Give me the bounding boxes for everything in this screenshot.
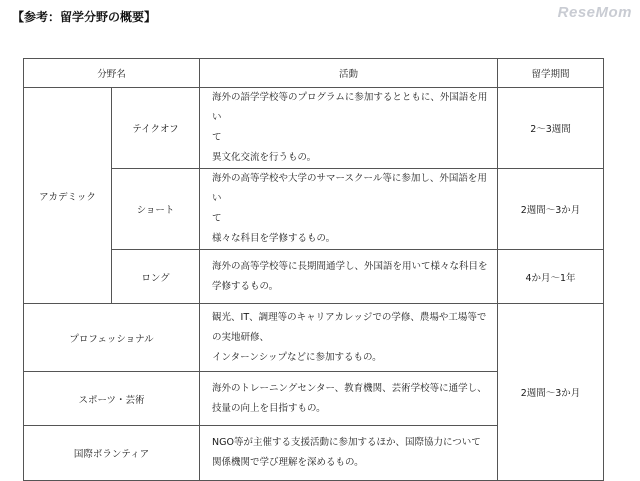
activity-line: て	[212, 213, 222, 224]
sub-field: テイクオフ	[112, 88, 200, 169]
activity-line: 関係機関で学び理解を深めるもの。	[212, 457, 364, 468]
activity-line: 観光、IT、調理等のキャリアカレッジでの学修、農場や工場等で	[212, 311, 487, 323]
activity-cell	[200, 169, 498, 250]
activity-line: 学修するもの。	[212, 280, 279, 292]
activity-line: 技量の向上を目指すもの。	[212, 402, 326, 414]
sub-field: ショート	[112, 169, 200, 250]
activity-line: の実地研修、	[212, 331, 270, 343]
activity-cell	[200, 426, 498, 481]
activity-line: インターンシップなどに参加するもの。	[212, 351, 382, 363]
table-header-row	[24, 59, 604, 88]
activity-cell	[200, 304, 498, 372]
resemom-logo: ReseMom	[557, 4, 632, 21]
activity-line: 様々な科目を学修するもの。	[212, 233, 336, 244]
sub-field: ロング	[112, 250, 200, 304]
activity-line: NGO等が主催する支援活動に参加するほか、国際協力について	[212, 437, 481, 448]
field-sports-arts: スポーツ・芸術	[24, 372, 200, 426]
period-cell-shared: 2週間～3か月	[498, 304, 604, 481]
activity-line: 異文化交流を行うもの。	[212, 152, 317, 163]
field-professional: プロフェッショナル	[24, 304, 200, 372]
activity-cell	[200, 250, 498, 304]
activity-line: 海外のトレーニングセンター、教育機関、芸術学校等に通学し、	[212, 382, 487, 394]
period-cell: 4か月～1年	[498, 250, 604, 304]
field-intl-volunteer: 国際ボランティア	[24, 426, 200, 481]
header-period: 留学期間	[498, 59, 604, 88]
activity-line: 海外の語学学校等のプログラムに参加するとともに、外国語を用い	[212, 92, 488, 123]
activity-cell	[200, 372, 498, 426]
group-academic: アカデミック	[24, 88, 112, 304]
activity-line: て	[212, 132, 222, 143]
period-cell: 2～3週間	[498, 88, 604, 169]
table-row	[24, 304, 604, 372]
study-abroad-fields-table	[23, 58, 604, 481]
period-cell: 2週間～3か月	[498, 169, 604, 250]
page-heading: 【参考：留学分野の概要】	[12, 10, 157, 24]
table-row	[24, 88, 604, 169]
activity-line: 海外の高等学校や大学のサマースクール等に参加し、外国語を用い	[212, 173, 487, 204]
activity-cell	[200, 88, 498, 169]
header-activity: 活動	[200, 59, 498, 88]
activity-line: 海外の高等学校等に長期間通学し、外国語を用いて様々な科目を	[212, 260, 488, 272]
header-field: 分野名	[24, 59, 200, 88]
